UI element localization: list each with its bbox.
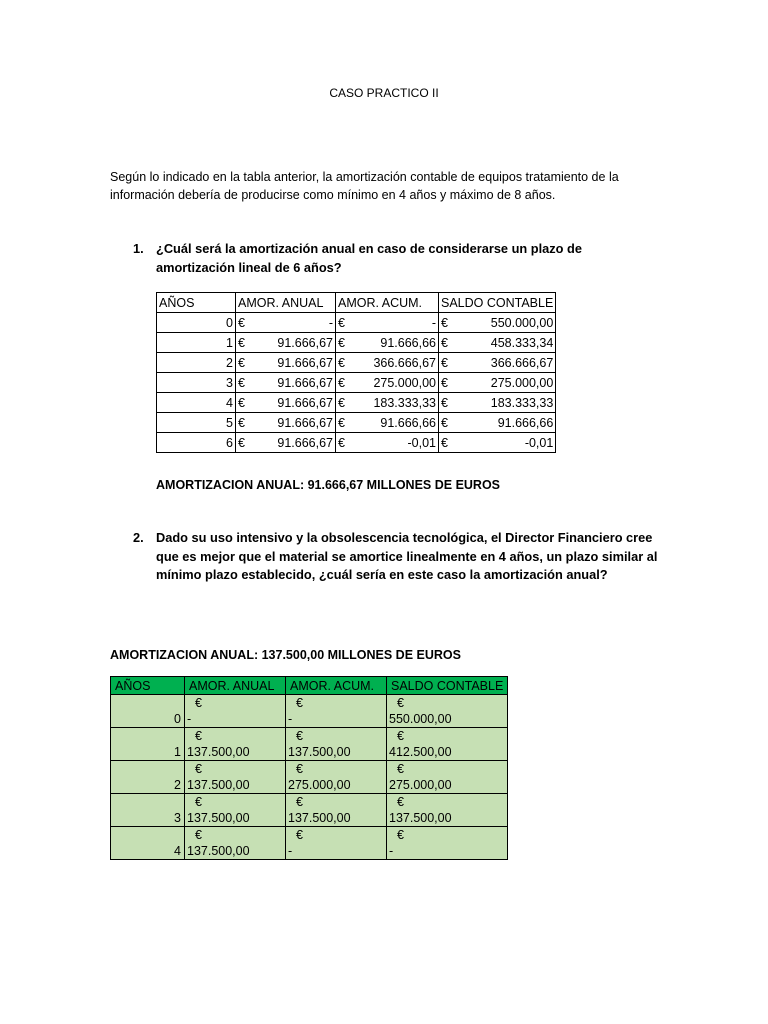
year-cell: 1 xyxy=(111,728,185,761)
amor-anual-cell xyxy=(185,761,286,794)
table-row xyxy=(111,794,508,827)
currency-symbol: € xyxy=(296,828,303,842)
amor-anual-cell: 91.666,67 xyxy=(252,433,336,453)
currency-symbol: € xyxy=(439,393,456,413)
currency-symbol: € xyxy=(236,333,253,353)
amortization-table-4-years xyxy=(110,676,508,860)
currency-symbol: € xyxy=(236,433,253,453)
table-row xyxy=(157,353,556,373)
amor-anual-cell xyxy=(185,827,286,860)
saldo-contable-cell xyxy=(387,827,508,860)
saldo-contable-cell: -0,01 xyxy=(455,433,556,453)
header-amor-anual: AMOR. ANUAL xyxy=(236,293,336,313)
year-cell: 3 xyxy=(111,794,185,827)
cell-value: 275.000,00 xyxy=(288,778,351,792)
page-title: CASO PRACTICO II xyxy=(329,86,439,100)
cell-value: - xyxy=(389,844,394,858)
currency-symbol: € xyxy=(336,413,353,433)
amor-anual-cell xyxy=(185,728,286,761)
amor-anual-cell: 91.666,67 xyxy=(252,373,336,393)
amor-acum-cell: 366.666,67 xyxy=(352,353,439,373)
table-row xyxy=(157,333,556,353)
header-years: AÑOS xyxy=(111,677,185,695)
year-cell: 1 xyxy=(157,333,236,353)
currency-symbol: € xyxy=(336,333,353,353)
question-2-text: Dado su uso intensivo y la obsolescencia tecnológica, el Director Financiero cree que es mejor que el material se amortice linealmente en 4 años, un plazo similar al mínimo plazo establecido, ¿cuál sería en este caso la amortización anual? xyxy=(156,530,658,582)
saldo-contable-cell: 366.666,67 xyxy=(455,353,556,373)
question-2-number: 2. xyxy=(133,530,144,545)
year-cell: 2 xyxy=(157,353,236,373)
table-row xyxy=(157,373,556,393)
currency-symbol: € xyxy=(236,413,253,433)
question-1-text: ¿Cuál será la amortización anual en caso de considerarse un plazo de amortización lineal de 6 años? xyxy=(156,241,582,275)
saldo-contable-cell: 275.000,00 xyxy=(455,373,556,393)
currency-symbol: € xyxy=(236,373,253,393)
table-row xyxy=(111,728,508,761)
amortization-table-6-years xyxy=(156,292,556,453)
amor-anual-cell xyxy=(185,794,286,827)
question-2 xyxy=(133,529,658,589)
saldo-contable-cell: 183.333,33 xyxy=(455,393,556,413)
currency-symbol: € xyxy=(296,795,303,809)
amor-acum-cell: 91.666,66 xyxy=(352,333,439,353)
cell-value: 137.500,00 xyxy=(288,745,351,759)
amor-acum-cell xyxy=(286,794,387,827)
amor-acum-cell xyxy=(286,827,387,860)
cell-value: 137.500,00 xyxy=(187,745,250,759)
amor-acum-cell xyxy=(286,695,387,728)
currency-symbol: € xyxy=(195,795,202,809)
currency-symbol: € xyxy=(336,313,353,333)
amor-anual-cell: 91.666,67 xyxy=(252,393,336,413)
currency-symbol: € xyxy=(397,828,404,842)
currency-symbol: € xyxy=(439,433,456,453)
currency-symbol: € xyxy=(195,762,202,776)
year-cell: 4 xyxy=(111,827,185,860)
cell-value: 412.500,00 xyxy=(389,745,452,759)
amor-anual-cell: 91.666,67 xyxy=(252,333,336,353)
year-cell: 0 xyxy=(157,313,236,333)
header-amor-acum: AMOR. ACUM. xyxy=(336,293,439,313)
currency-symbol: € xyxy=(195,828,202,842)
header-amor-anual: AMOR. ANUAL xyxy=(185,677,286,695)
amor-acum-cell: 275.000,00 xyxy=(352,373,439,393)
header-saldo-contable: SALDO CONTABLE xyxy=(439,293,556,313)
year-cell: 0 xyxy=(111,695,185,728)
header-saldo-contable: SALDO CONTABLE xyxy=(387,677,508,695)
currency-symbol: € xyxy=(336,393,353,413)
cell-value: - xyxy=(187,712,192,726)
amor-acum-cell: - xyxy=(352,313,439,333)
currency-symbol: € xyxy=(236,313,253,333)
answer-2: AMORTIZACION ANUAL: 137.500,00 MILLONES DE EUROS xyxy=(110,648,461,662)
currency-symbol: € xyxy=(439,313,456,333)
cell-value: 137.500,00 xyxy=(288,811,351,825)
intro-paragraph: Según lo indicado en la tabla anterior, la amortización contable de equipos tratamiento de la información debería de producirse como mínimo en 4 años y máximo de 8 años. xyxy=(110,170,619,202)
currency-symbol: € xyxy=(195,729,202,743)
saldo-contable-cell xyxy=(387,794,508,827)
header-amor-acum: AMOR. ACUM. xyxy=(286,677,387,695)
currency-symbol: € xyxy=(296,762,303,776)
cell-value: 550.000,00 xyxy=(389,712,452,726)
saldo-contable-cell: 91.666,66 xyxy=(455,413,556,433)
currency-symbol: € xyxy=(296,729,303,743)
currency-symbol: € xyxy=(397,729,404,743)
amor-anual-cell xyxy=(185,695,286,728)
header-years: AÑOS xyxy=(157,293,236,313)
cell-value: 137.500,00 xyxy=(389,811,452,825)
amor-acum-cell: -0,01 xyxy=(352,433,439,453)
cell-value: 137.500,00 xyxy=(187,778,250,792)
table-row xyxy=(157,393,556,413)
table-row xyxy=(111,761,508,794)
currency-symbol: € xyxy=(296,696,303,710)
answer-1: AMORTIZACION ANUAL: 91.666,67 MILLONES DE EUROS xyxy=(156,478,501,492)
year-cell: 3 xyxy=(157,373,236,393)
currency-symbol: € xyxy=(439,413,456,433)
amor-acum-cell xyxy=(286,728,387,761)
saldo-contable-cell xyxy=(387,761,508,794)
saldo-contable-cell xyxy=(387,728,508,761)
table-row xyxy=(157,413,556,433)
amor-acum-cell: 183.333,33 xyxy=(352,393,439,413)
saldo-contable-cell xyxy=(387,695,508,728)
currency-symbol: € xyxy=(236,393,253,413)
cell-value: 275.000,00 xyxy=(389,778,452,792)
table-row xyxy=(157,313,556,333)
currency-symbol: € xyxy=(336,353,353,373)
cell-value: 137.500,00 xyxy=(187,811,250,825)
amor-anual-cell: - xyxy=(252,313,336,333)
saldo-contable-cell: 550.000,00 xyxy=(455,313,556,333)
cell-value: 137.500,00 xyxy=(187,844,250,858)
currency-symbol: € xyxy=(439,333,456,353)
table-header-row xyxy=(111,677,508,695)
table-header-row xyxy=(157,293,556,313)
currency-symbol: € xyxy=(236,353,253,373)
amor-anual-cell: 91.666,67 xyxy=(252,353,336,373)
saldo-contable-cell: 458.333,34 xyxy=(455,333,556,353)
currency-symbol: € xyxy=(397,795,404,809)
amor-acum-cell: 91.666,66 xyxy=(352,413,439,433)
table-row xyxy=(111,827,508,860)
table-row xyxy=(157,433,556,453)
currency-symbol: € xyxy=(336,373,353,393)
year-cell: 6 xyxy=(157,433,236,453)
currency-symbol: € xyxy=(397,696,404,710)
currency-symbol: € xyxy=(336,433,353,453)
amor-acum-cell xyxy=(286,761,387,794)
year-cell: 4 xyxy=(157,393,236,413)
currency-symbol: € xyxy=(439,353,456,373)
currency-symbol: € xyxy=(439,373,456,393)
currency-symbol: € xyxy=(195,696,202,710)
question-1-number: 1. xyxy=(133,241,144,256)
cell-value: - xyxy=(288,712,293,726)
year-cell: 2 xyxy=(111,761,185,794)
table-row xyxy=(111,695,508,728)
cell-value: - xyxy=(288,844,293,858)
currency-symbol: € xyxy=(397,762,404,776)
year-cell: 5 xyxy=(157,413,236,433)
question-1 xyxy=(133,240,658,280)
amor-anual-cell: 91.666,67 xyxy=(252,413,336,433)
